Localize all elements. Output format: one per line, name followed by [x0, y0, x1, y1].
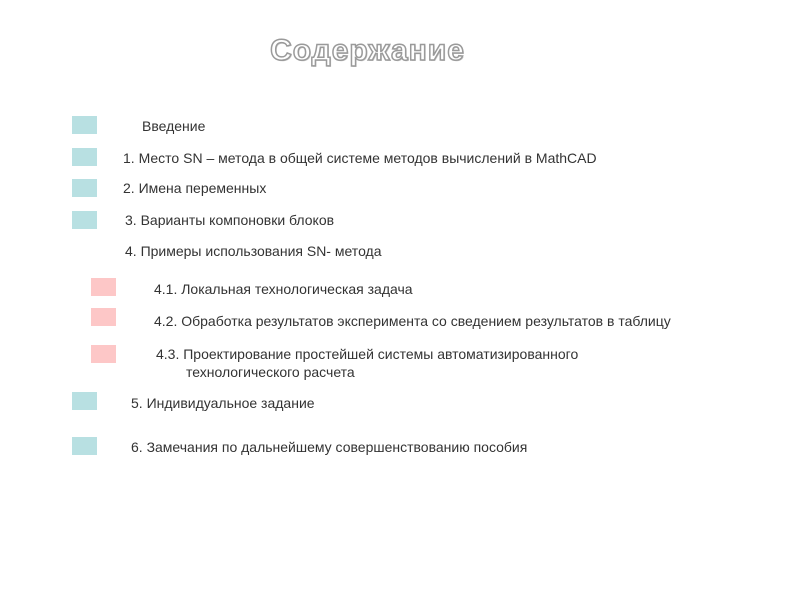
toc-item-intro[interactable]: Введение: [142, 118, 206, 134]
toc-item-1[interactable]: 1. Место SN – метода в общей системе методов вычислений в MathCAD: [123, 150, 597, 166]
bullet-marker-4-3[interactable]: [91, 345, 116, 363]
bullet-marker-2[interactable]: [72, 179, 97, 197]
bullet-marker-4-1[interactable]: [91, 278, 116, 296]
toc-item-4-3[interactable]: [156, 345, 578, 381]
bullet-marker-4-2[interactable]: [91, 308, 116, 326]
page-title: Содержание: [270, 34, 465, 67]
toc-item-2[interactable]: 2. Имена переменных: [123, 180, 267, 196]
toc-item-4-3-line2: технологического расчета: [186, 364, 355, 380]
bullet-marker-5[interactable]: [72, 392, 97, 410]
toc-item-4[interactable]: 4. Примеры использования SN- метода: [125, 243, 382, 259]
toc-item-3[interactable]: 3. Варианты компоновки блоков: [125, 212, 335, 228]
bullet-marker-1[interactable]: [72, 148, 97, 166]
toc-item-6[interactable]: 6. Замечания по дальнейшему совершенствованию пособия: [131, 439, 528, 455]
bullet-marker-3[interactable]: [72, 211, 97, 229]
bullet-marker-6[interactable]: [72, 437, 97, 455]
toc-item-4-1[interactable]: 4.1. Локальная технологическая задача: [154, 281, 413, 297]
toc-item-4-3-line1: 4.3. Проектирование простейшей системы автоматизированного: [156, 346, 579, 362]
toc-item-4-2[interactable]: 4.2. Обработка результатов эксперимента со сведением результатов в таблицу: [154, 313, 671, 329]
toc-item-5[interactable]: 5. Индивидуальное задание: [131, 395, 315, 411]
bullet-marker-intro[interactable]: [72, 116, 97, 134]
